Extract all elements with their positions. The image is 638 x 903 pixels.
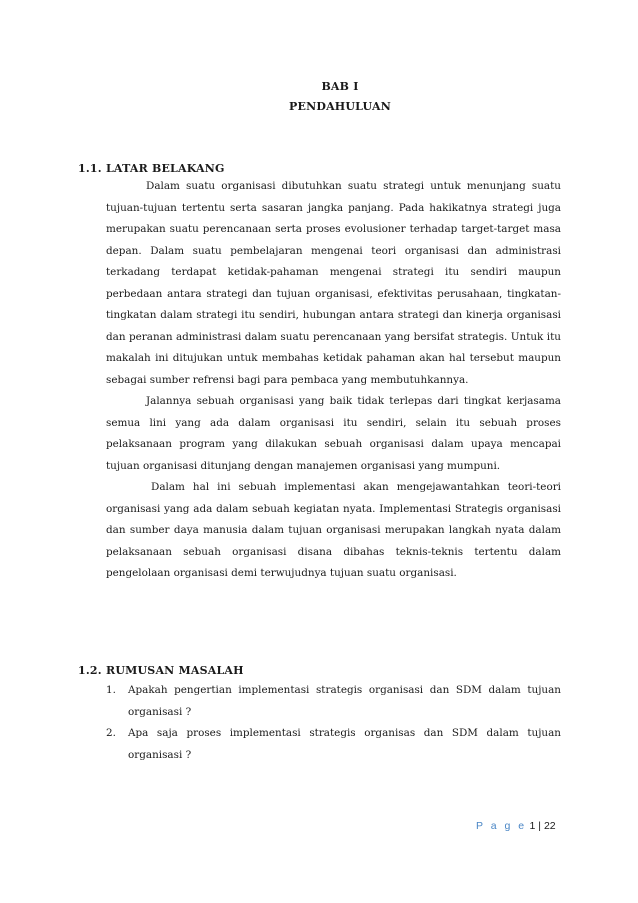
page-separator: |	[538, 820, 542, 832]
paragraph: Dalam hal ini sebuah implementasi akan mengejawantahkan teori-teori organisasi yang ada dalam sebuah kegiatan nyata. Implementasi Strategis organisasi dan sumber daya manusia dalam tujuan organisasi merupakan langkah nyata dalam pelaksanaan sebuah organisasi disana dibahas teknis-teknis tertentu dalam pengelolaan organisasi demi terwujudnya tujuan suatu organisasi.	[106, 481, 561, 579]
question-list	[106, 680, 561, 766]
list-number: 1.	[106, 684, 116, 696]
section-title: RUMUSAN MASALAH	[106, 664, 244, 677]
page-total: 22	[543, 820, 556, 832]
section-heading-rumusan-masalah	[78, 664, 244, 677]
list-text: Apa saja proses implementasi strategis organisas dan SDM dalam tujuan organisasi ?	[128, 727, 561, 761]
page-label: P a g e	[476, 820, 527, 832]
section-body-latar-belakang	[106, 176, 561, 585]
section-heading-latar-belakang	[78, 162, 225, 175]
page-number: 1	[529, 820, 536, 832]
section-number: 1.1.	[78, 162, 102, 175]
paragraph: Dalam suatu organisasi dibutuhkan suatu strategi untuk menunjang suatu tujuan-tujuan tertentu serta sasaran jangka panjang. Pada hakikatnya strategi juga merupakan suatu perencanaan serta proses evolusioner terhadap target-target masa depan. Dalam suatu pembelajaran mengenai teori organisasi dan administrasi terkadang terdapat ketidak-pahaman mengenai strategi itu sendiri maupun perbedaan antara strategi dan tujuan organisasi, efektivitas perusahaan, tingkatan-tingkatan dalam strategi itu sendiri, hubungan antara strategi dan kinerja organisasi dan peranan administrasi dalam suatu perencanaan yang bersifat strategis. Untuk itu makalah ini ditujukan untuk membahas ketidak pahaman akan hal tersebut maupun sebagai sumber refrensi bagi para pembaca yang membutuhkannya.	[106, 180, 561, 386]
chapter-number: BAB I	[321, 80, 359, 93]
list-text: Apakah pengertian implementasi strategis organisasi dan SDM dalam tujuan organisasi ?	[128, 684, 561, 718]
list-number: 2.	[106, 727, 116, 739]
list-item	[106, 680, 561, 723]
section-title: LATAR BELAKANG	[106, 162, 225, 175]
paragraph: Jalannya sebuah organisasi yang baik tidak terlepas dari tingkat kerjasama semua lini yang ada dalam organisasi itu sendiri, selain itu sebuah proses pelaksanaan program yang dilakukan sebuah organisasi dalam upaya mencapai tujuan organisasi ditunjang dengan manajemen organisasi yang mumpuni.	[106, 395, 561, 472]
section-number: 1.2.	[78, 664, 102, 677]
page-footer	[476, 820, 556, 832]
list-item	[106, 723, 561, 766]
chapter-title: PENDAHULUAN	[289, 100, 391, 113]
